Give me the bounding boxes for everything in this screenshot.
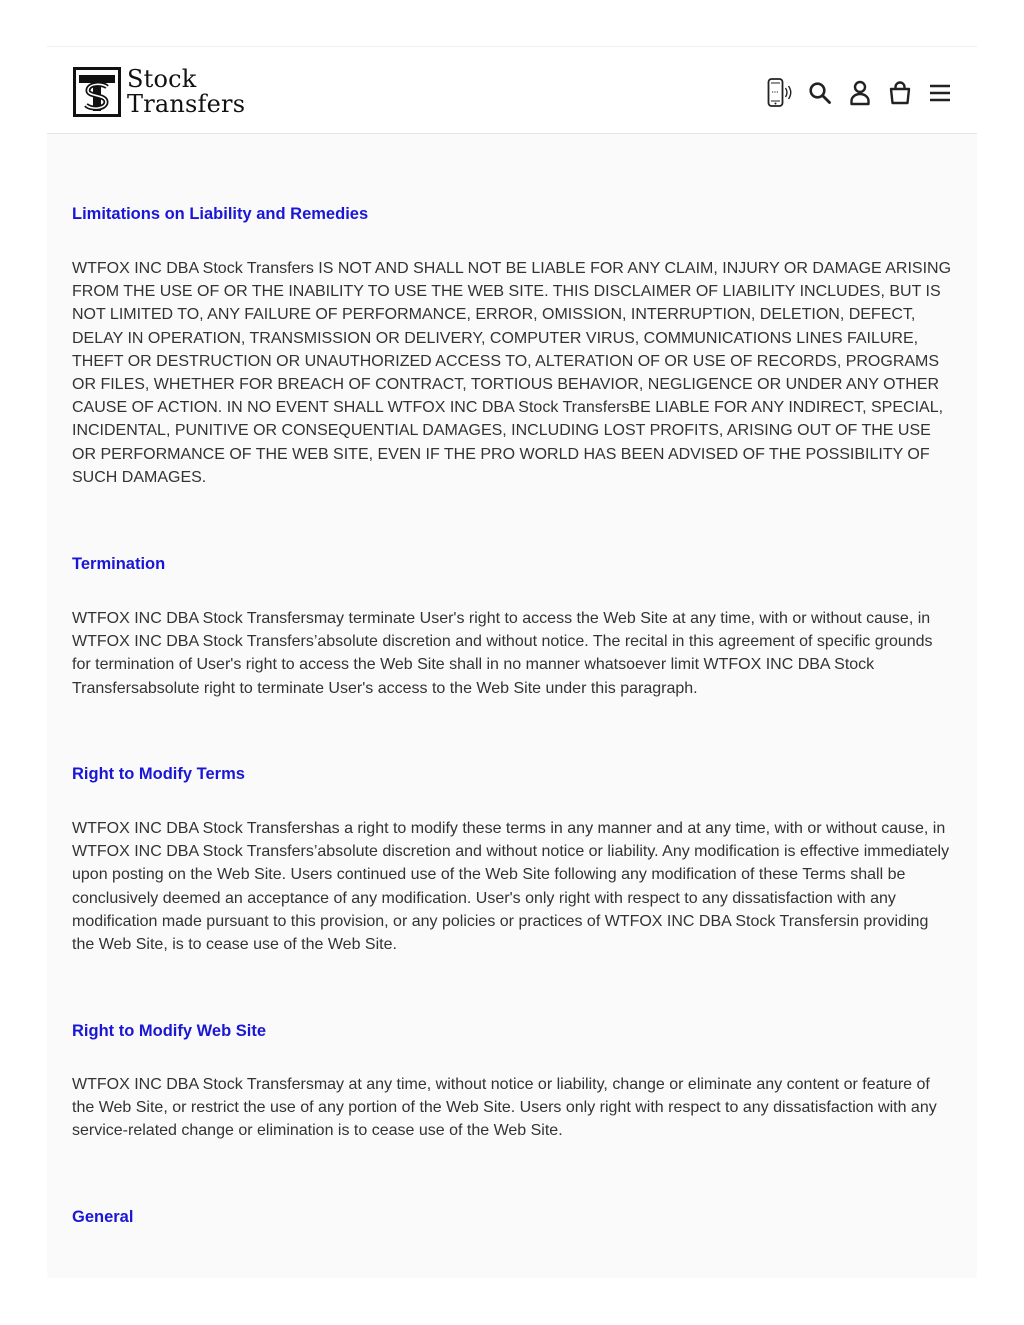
account-icon[interactable] <box>843 77 877 109</box>
page-container <box>47 46 977 1278</box>
site-logo[interactable] <box>73 66 245 118</box>
section-body-modify-website: WTFOX INC DBA Stock Transfersmay at any time, without notice or liability, change or eliminate any content or feature of the Web Site, or restrict the use of any portion of the Web Site. Users only right with respect to any dissatisfaction with any service-related change or elimination is to cease use of the Web Site. <box>72 1076 937 1140</box>
logo-line-2: Transfers <box>127 90 246 118</box>
section-heading-liability: Limitations on Liability and Remedies <box>72 205 369 223</box>
logo-mark-icon <box>73 67 121 117</box>
section-body-modify-terms: WTFOX INC DBA Stock Transfershas a right to modify these terms in any manner and at any time, with or without cause, in WTFOX INC DBA Stock Transfers’absolute discretion and without notice or liability. Any modification is effective immediately upon posting on the Web Site. Users continued use of the Web Site following any modification of these Terms shall be conclusively deemed an acceptance of any modification. User's only right with respect to any dissatisfaction with any modification made pursuant to this provision, or any policies or practices of WTFOX INC DBA Stock Transfersin providing the Web Site, is to cease use of the Web Site. <box>72 820 950 954</box>
section-body-termination: WTFOX INC DBA Stock Transfersmay terminate User's right to access the Web Site at any time, with or without cause, in WTFOX INC DBA Stock Transfers’absolute discretion and without notice. The recital in this agreement of specific grounds for termination of User's right to access the Web Site shall in no manner whatsoever limit WTFOX INC DBA Stock Transfersabsolute right to terminate User's access to the Web Site under this paragraph. <box>72 610 933 697</box>
logo-line-1: Stock <box>127 65 197 93</box>
logo-wordmark <box>127 67 245 117</box>
cart-icon[interactable] <box>883 77 917 109</box>
phone-icon[interactable] <box>763 77 797 109</box>
section-body-liability: WTFOX INC DBA Stock Transfers IS NOT AND SHALL NOT BE LIABLE FOR ANY CLAIM, INJURY OR DAMAGE ARISING FROM THE USE OF OR THE INABILITY TO USE THE WEB SITE. THIS DISCLAIMER OF LIABILITY INCLUDES, BUT IS NOT LIMITED TO, ANY FAILURE OF PERFORMANCE, ERROR, OMISSION, INTERRUPTION, DELETION, DEFECT, DELAY IN OPERATION, TRANSMISSION OR DELIVERY, COMPUTER VIRUS, COMMUNICATIONS LINES FAILURE, THEFT OR DESTRUCTION OR UNAUTHORIZED ACCESS TO, ALTERATION OF OR USE OF RECORDS, PROGRAMS OR FILES, WHETHER FOR BREACH OF CONTRACT, TORTIOUS BEHAVIOR, NEGLIGENCE OR UNDER ANY OTHER CAUSE OF ACTION. IN NO EVENT SHALL WTFOX INC DBA Stock TransfersBE LIABLE FOR ANY INDIRECT, SPECIAL, INCIDENTAL, PUNITIVE OR CONSEQUENTIAL DAMAGES, INCLUDING LOST PROFITS, ARISING OUT OF THE USE OR PERFORMANCE OF THE WEB SITE, EVEN IF THE PRO WORLD HAS BEEN ADVISED OF THE POSSIBILITY OF SUCH DAMAGES. <box>72 260 952 486</box>
site-header <box>47 46 977 134</box>
section-heading-modify-terms: Right to Modify Terms <box>72 765 245 783</box>
section-heading-general: General <box>72 1208 134 1226</box>
menu-icon[interactable] <box>923 77 957 109</box>
section-heading-modify-website: Right to Modify Web Site <box>72 1022 267 1040</box>
search-icon[interactable] <box>803 77 837 109</box>
section-heading-termination: Termination <box>72 555 166 573</box>
header-icons <box>757 77 957 109</box>
